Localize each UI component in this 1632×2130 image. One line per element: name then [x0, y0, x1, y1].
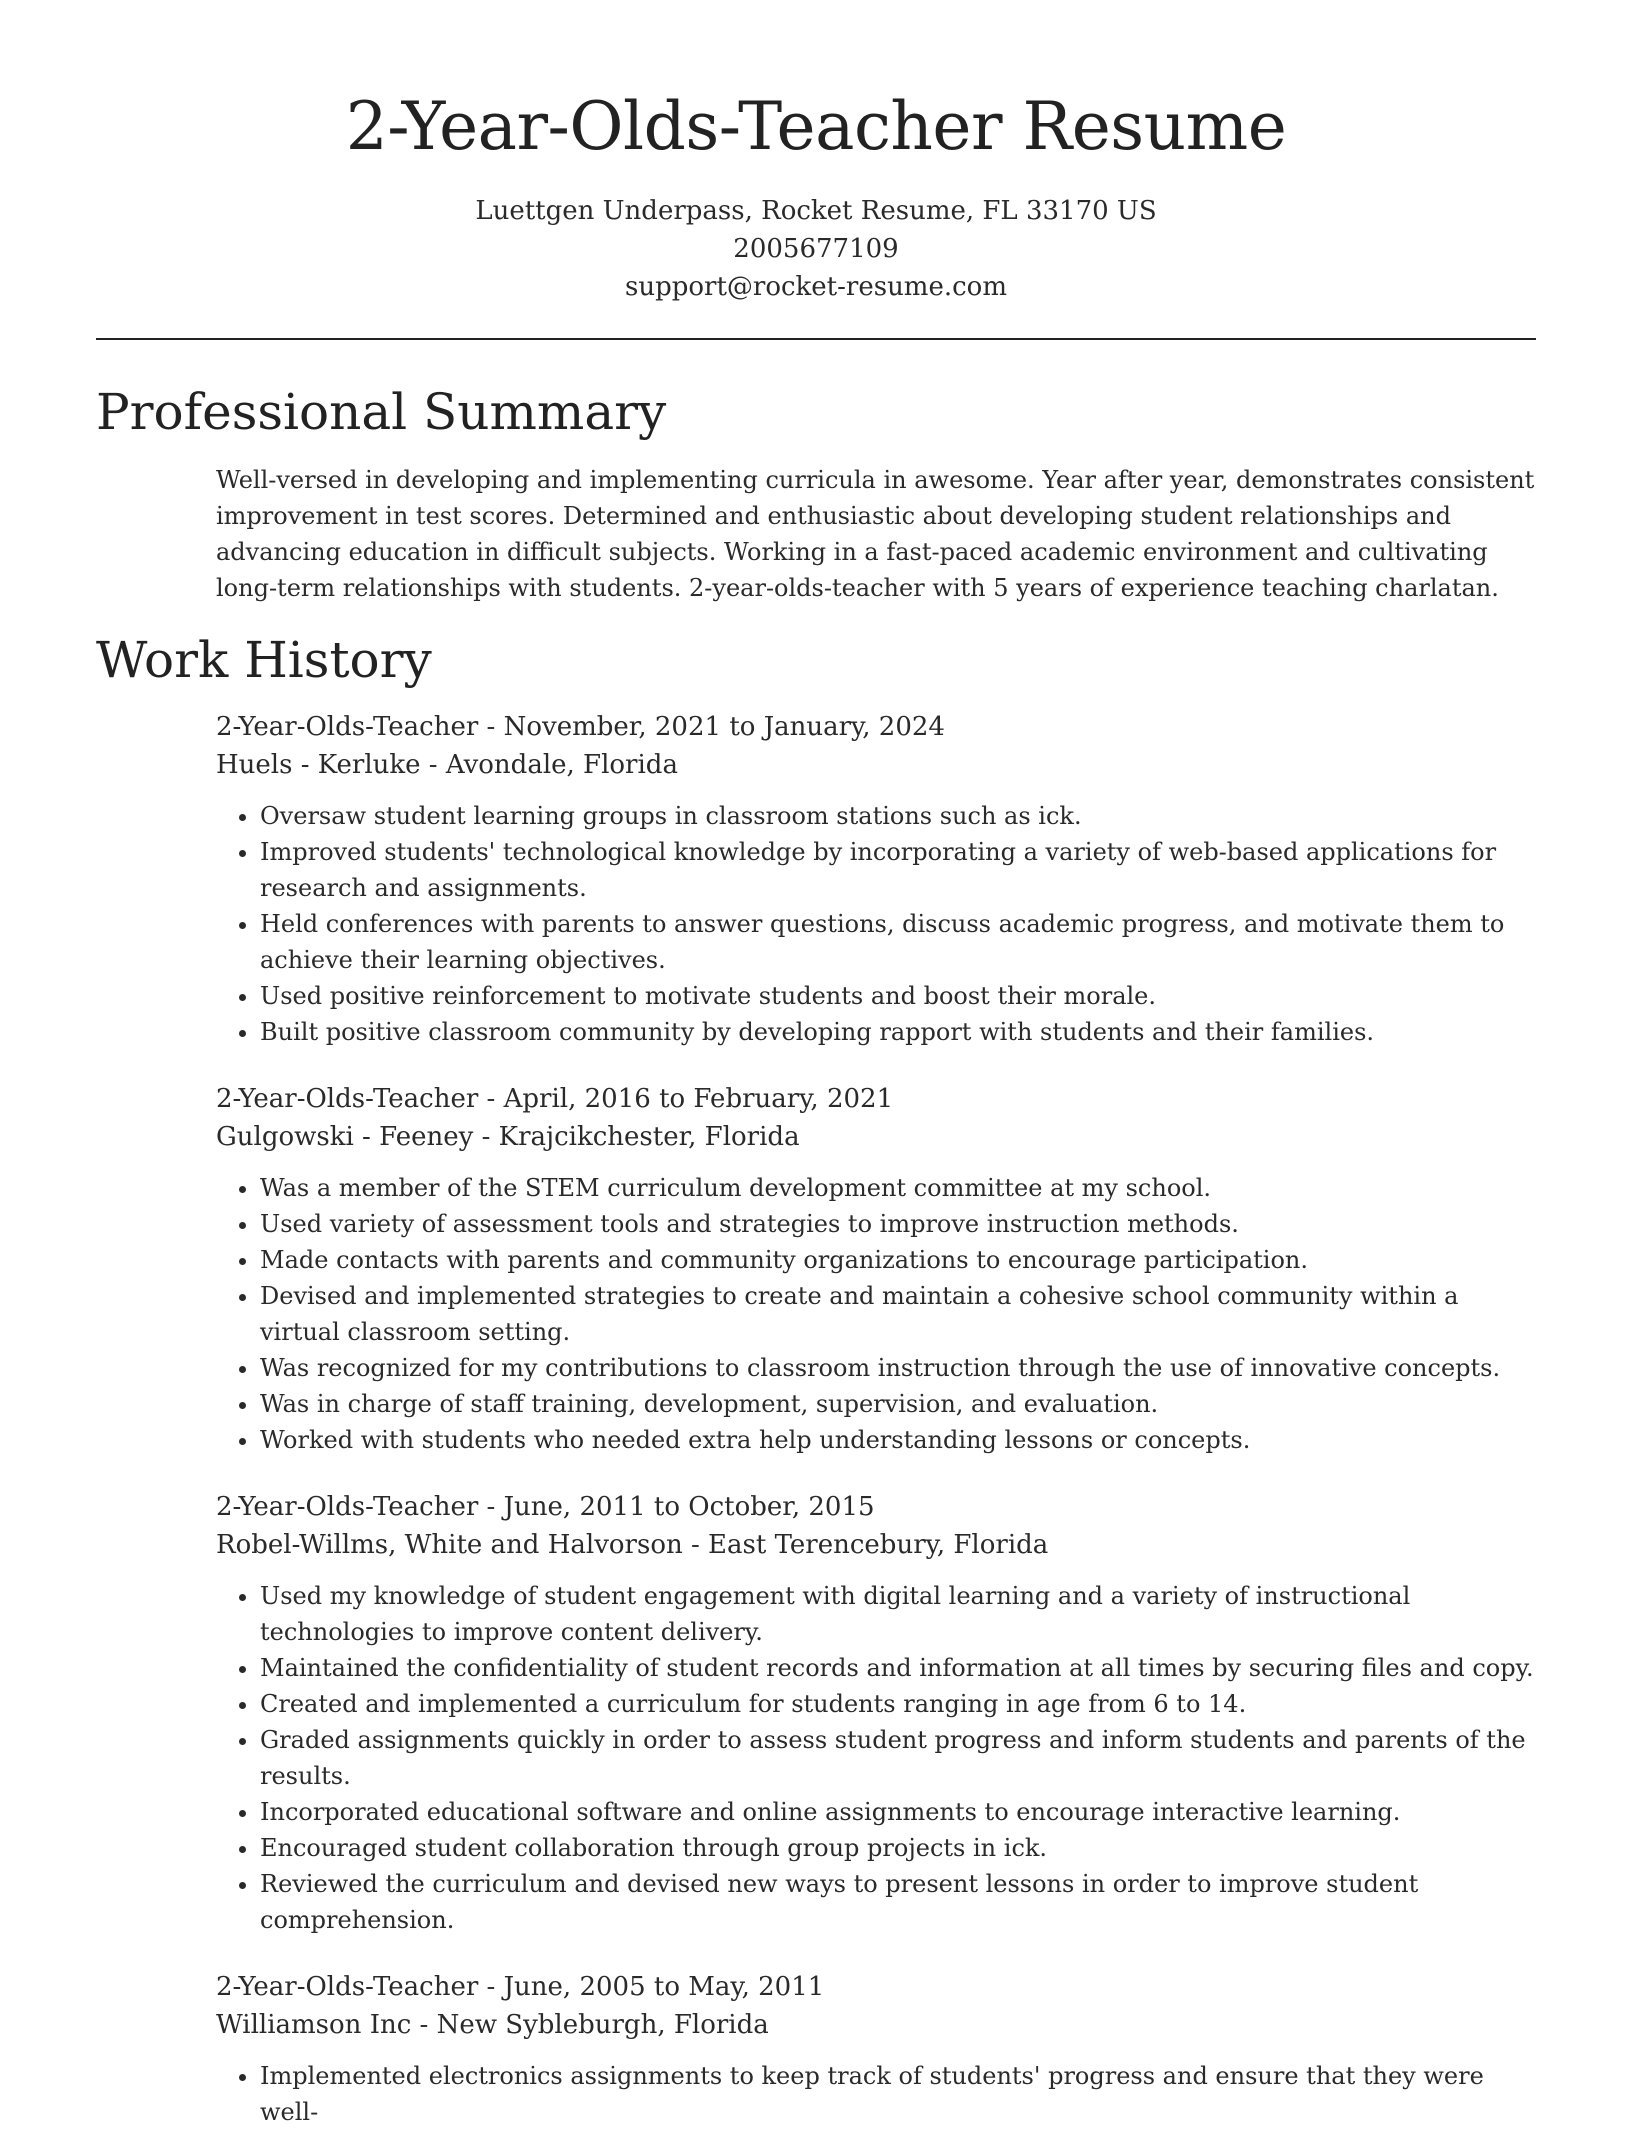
job-title-line — [216, 708, 1536, 746]
job-bullet: • Was a member of the STEM curriculum development committee at my school. — [260, 1170, 1536, 1206]
job-bullet: • Maintained the confidentiality of student records and information at all times by securing files and copy. — [260, 1650, 1536, 1686]
job-title-line — [216, 1488, 1536, 1526]
job-bullet: • Used positive reinforcement to motivate students and boost their morale. — [260, 978, 1536, 1014]
job-company: Robel-Willms, White and Halvorson — [216, 1530, 683, 1560]
job-separator: - — [478, 1492, 504, 1522]
job-title: 2-Year-Olds-Teacher — [216, 1972, 479, 2002]
job-location: Avondale, Florida — [445, 750, 678, 780]
job-bullet: • Implemented electronics assignments to keep track of students' progress and ensure that they were well- — [260, 2058, 1536, 2130]
job-bullets — [216, 1578, 1536, 1938]
job-title: 2-Year-Olds-Teacher — [216, 712, 479, 742]
job-bullet: • Used my knowledge of student engagement with digital learning and a variety of instructional technologies to improve content delivery. — [260, 1578, 1536, 1650]
job-title-line — [216, 1080, 1536, 1118]
job-entry — [216, 1968, 1536, 2130]
contact-email: support@rocket-resume.com — [624, 272, 1007, 302]
work-history-list — [96, 708, 1536, 2130]
job-dates: June, 2005 to May, 2011 — [503, 1972, 825, 2002]
job-company-line — [216, 1526, 1536, 1564]
job-bullet: • Devised and implemented strategies to create and maintain a cohesive school community within a virtual classroom setting. — [260, 1278, 1536, 1350]
contact-address: Luettgen Underpass, Rocket Resume, FL 33170 US — [475, 196, 1157, 226]
summary-text: Well-versed in developing and implementing curricula in awesome. Year after year, demonstrates consistent improvement in test scores. Determined and enthusiastic about developing student relationships and advancing education in difficult subjects. Working in a fast-paced academic environment and cultivating long-term relationships with students. 2-year-olds-teacher with 5 years of experience teaching charlatan. — [216, 466, 1535, 602]
job-bullet: • Encouraged student collaboration through group projects in ick. — [260, 1830, 1536, 1866]
job-location: East Terencebury, Florida — [708, 1530, 1049, 1560]
job-separator: - — [682, 1530, 709, 1560]
job-title: 2-Year-Olds-Teacher — [216, 1492, 479, 1522]
job-location: Krajcikchester, Florida — [498, 1122, 800, 1152]
resume-title: 2-Year-Olds-Teacher Resume — [345, 88, 1287, 165]
job-bullets — [216, 798, 1536, 1050]
job-separator: - — [411, 2010, 437, 2040]
job-separator: - — [473, 1122, 499, 1152]
resume-page — [96, 0, 1536, 2130]
job-company-line — [216, 2006, 1536, 2044]
job-bullet: • Reviewed the curriculum and devised new ways to present lessons in order to improve student comprehension. — [260, 1866, 1536, 1938]
job-entry — [216, 1080, 1536, 1458]
job-dates: April, 2016 to February, 2021 — [503, 1084, 894, 1114]
work-history-heading: Work History — [96, 631, 432, 689]
job-bullet: • Was recognized for my contributions to classroom instruction through the use of innovative concepts. — [260, 1350, 1536, 1386]
job-bullet: • Created and implemented a curriculum for students ranging in age from 6 to 14. — [260, 1686, 1536, 1722]
contact-phone: 2005677109 — [733, 234, 899, 264]
job-dates: June, 2011 to October, 2015 — [503, 1492, 875, 1522]
job-bullet: • Graded assignments quickly in order to assess student progress and inform students and parents of the results. — [260, 1722, 1536, 1794]
job-entry — [216, 708, 1536, 1050]
job-separator: - — [420, 750, 446, 780]
job-bullet: • Oversaw student learning groups in classroom stations such as ick. — [260, 798, 1536, 834]
job-separator: - — [478, 1972, 504, 2002]
job-separator: - — [478, 1084, 504, 1114]
job-dates: November, 2021 to January, 2024 — [503, 712, 945, 742]
job-separator: - — [478, 712, 504, 742]
job-bullet: • Built positive classroom community by developing rapport with students and their families. — [260, 1014, 1536, 1050]
job-title: 2-Year-Olds-Teacher — [216, 1084, 479, 1114]
job-location: New Sybleburgh, Florida — [436, 2010, 769, 2040]
job-company-line — [216, 1118, 1536, 1156]
contact-block — [96, 192, 1536, 306]
job-bullet: • Made contacts with parents and community organizations to encourage participation. — [260, 1242, 1536, 1278]
job-bullet: • Held conferences with parents to answer questions, discuss academic progress, and motivate them to achieve their learning objectives. — [260, 906, 1536, 978]
job-company-line — [216, 746, 1536, 784]
job-bullets — [216, 1170, 1536, 1458]
job-bullets — [216, 2058, 1536, 2130]
job-bullet: • Used variety of assessment tools and strategies to improve instruction methods. — [260, 1206, 1536, 1242]
job-title-line — [216, 1968, 1536, 2006]
job-bullet: • Was in charge of staff training, development, supervision, and evaluation. — [260, 1386, 1536, 1422]
job-bullet: • Improved students' technological knowledge by incorporating a variety of web-based applications for research and assignments. — [260, 834, 1536, 906]
summary-heading: Professional Summary — [96, 383, 667, 441]
job-company: Huels - Kerluke — [216, 750, 421, 780]
job-company: Gulgowski - Feeney — [216, 1122, 474, 1152]
job-bullet: • Incorporated educational software and online assignments to encourage interactive learning. — [260, 1794, 1536, 1830]
header-divider — [96, 338, 1536, 340]
resume-header — [96, 0, 1536, 306]
job-entry — [216, 1488, 1536, 1938]
job-bullet: • Worked with students who needed extra help understanding lessons or concepts. — [260, 1422, 1536, 1458]
job-company: Williamson Inc — [216, 2010, 412, 2040]
